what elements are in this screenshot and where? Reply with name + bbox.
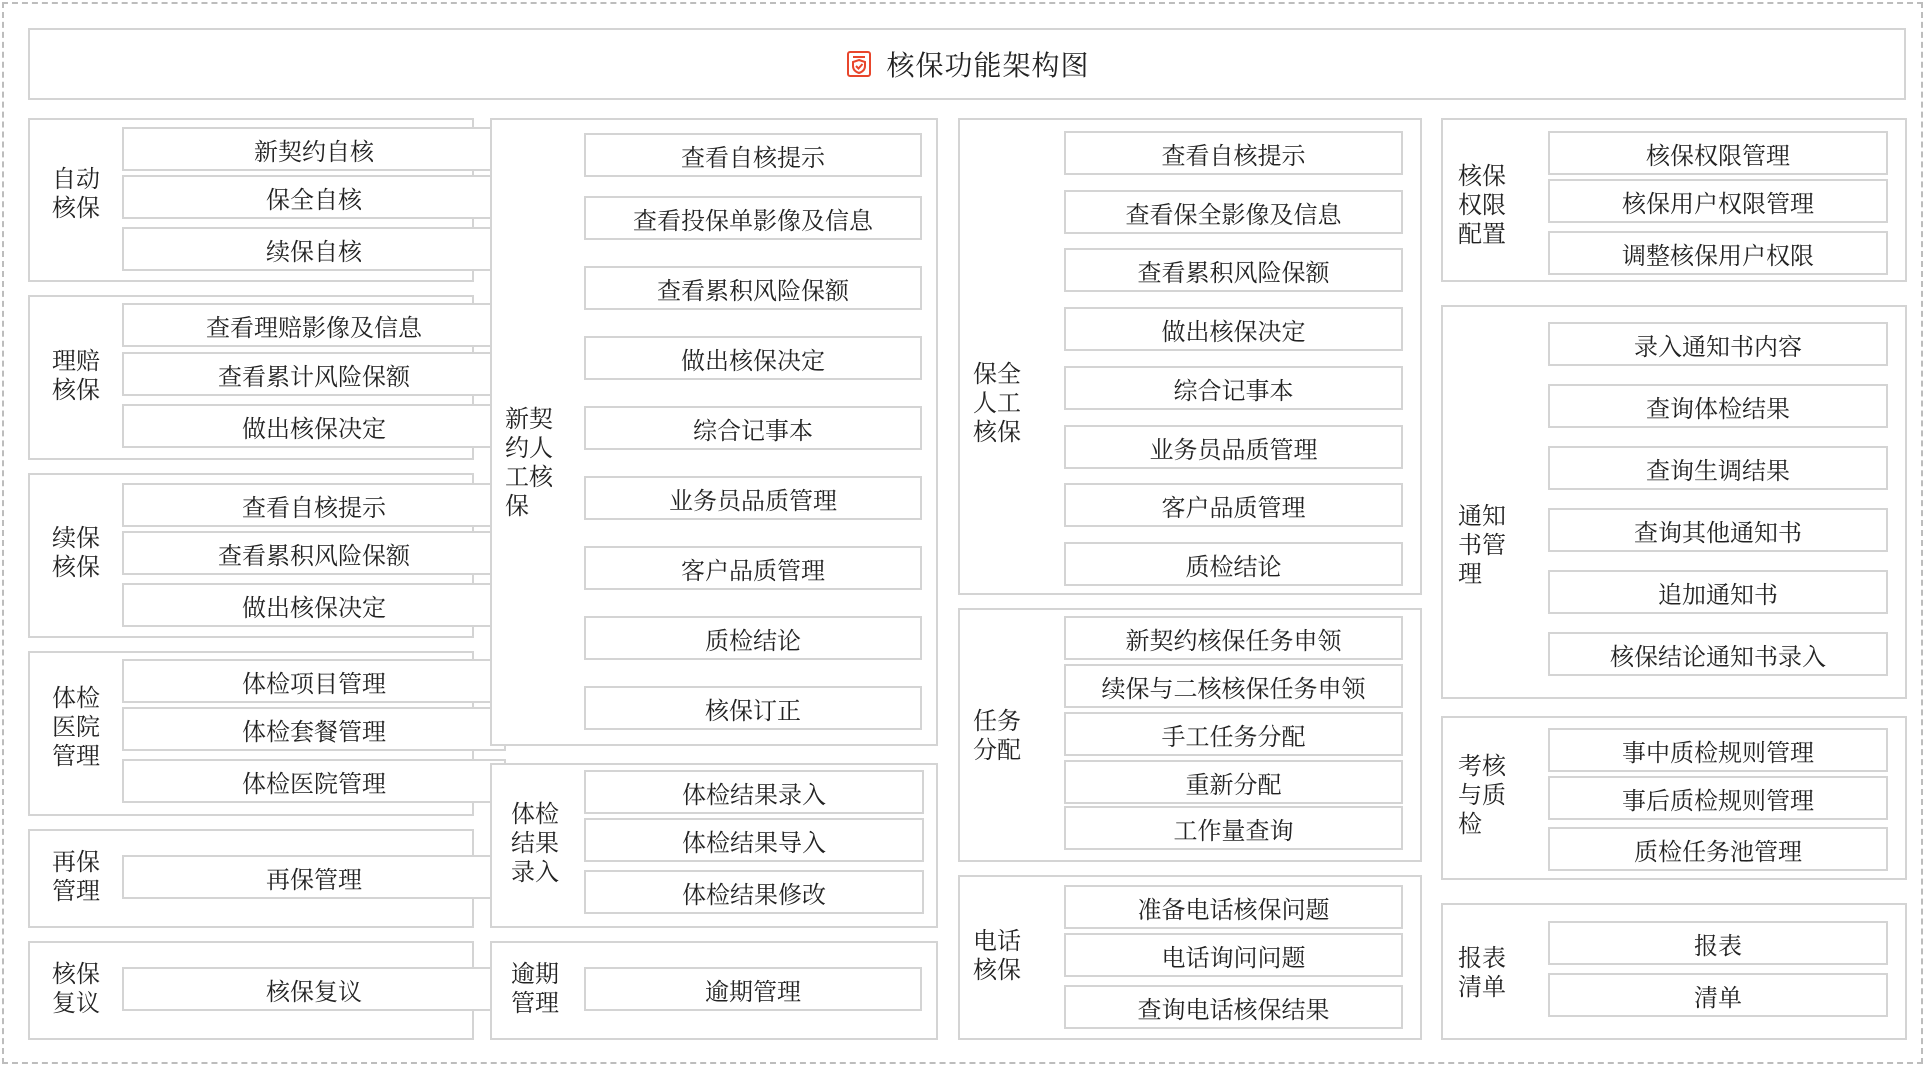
module-label: 考核 与质 检 (1458, 752, 1506, 838)
function-item: 报表 (1548, 921, 1888, 965)
function-item: 查询电话核保结果 (1064, 985, 1403, 1029)
function-item: 做出核保决定 (122, 404, 506, 448)
function-item: 新契约核保任务申领 (1064, 616, 1403, 660)
function-item: 查看投保单影像及信息 (584, 196, 922, 240)
function-item: 业务员品质管理 (1064, 425, 1403, 469)
function-item: 事后质检规则管理 (1548, 776, 1888, 820)
function-item: 综合记事本 (1064, 366, 1403, 410)
function-item: 体检套餐管理 (122, 707, 506, 751)
module-label: 再保 管理 (52, 848, 100, 905)
function-item: 核保权限管理 (1548, 131, 1888, 175)
module-label: 体检 医院 管理 (52, 684, 100, 770)
function-item: 逾期管理 (584, 967, 922, 1011)
function-item: 重新分配 (1064, 760, 1403, 804)
function-item: 做出核保决定 (122, 583, 506, 627)
function-item: 手工任务分配 (1064, 712, 1403, 756)
function-item: 追加通知书 (1548, 570, 1888, 614)
function-item: 体检结果导入 (584, 818, 924, 862)
function-item: 体检结果录入 (584, 770, 924, 814)
function-item: 体检医院管理 (122, 759, 506, 803)
function-item: 质检结论 (1064, 542, 1403, 586)
function-item: 体检结果修改 (584, 870, 924, 914)
function-item: 查询其他通知书 (1548, 508, 1888, 552)
module-label: 逾期 管理 (511, 960, 559, 1017)
function-item: 续保自核 (122, 227, 506, 271)
module-label: 自动 核保 (52, 165, 100, 222)
module-label: 电话 核保 (973, 927, 1021, 984)
function-item: 查看累积风险保额 (584, 266, 922, 310)
function-item: 查看累积风险保额 (122, 531, 506, 575)
function-item: 做出核保决定 (1064, 307, 1403, 351)
function-item: 清单 (1548, 973, 1888, 1017)
function-item: 查看累积风险保额 (1064, 248, 1403, 292)
function-item: 续保与二核核保任务申领 (1064, 664, 1403, 708)
module-label: 通知 书管 理 (1458, 502, 1506, 588)
function-item: 质检任务池管理 (1548, 827, 1888, 871)
module-label: 体检 结果 录入 (511, 800, 559, 886)
module-label: 理赔 核保 (52, 347, 100, 404)
shield-document-icon (844, 49, 874, 79)
function-item: 做出核保决定 (584, 336, 922, 380)
function-item: 业务员品质管理 (584, 476, 922, 520)
module-label: 保全 人工 核保 (973, 360, 1021, 446)
function-item: 录入通知书内容 (1548, 322, 1888, 366)
function-item: 查看自核提示 (584, 133, 922, 177)
function-item: 保全自核 (122, 175, 506, 219)
function-item: 综合记事本 (584, 406, 922, 450)
function-item: 查看理赔影像及信息 (122, 303, 506, 347)
function-item: 事中质检规则管理 (1548, 728, 1888, 772)
diagram-title: 核保功能架构图 (886, 49, 1090, 82)
function-item: 查看累计风险保额 (122, 352, 506, 396)
function-item: 客户品质管理 (1064, 483, 1403, 527)
function-item: 查看保全影像及信息 (1064, 190, 1403, 234)
function-item: 准备电话核保问题 (1064, 885, 1403, 929)
function-item: 调整核保用户权限 (1548, 231, 1888, 275)
module-label: 续保 核保 (52, 524, 100, 581)
module-label: 报表 清单 (1458, 944, 1506, 1001)
function-item: 核保用户权限管理 (1548, 179, 1888, 223)
module-label: 核保 复议 (52, 960, 100, 1017)
module-label: 任务 分配 (973, 707, 1021, 764)
function-item: 电话询问问题 (1064, 933, 1403, 977)
function-item: 新契约自核 (122, 127, 506, 171)
function-item: 查询体检结果 (1548, 384, 1888, 428)
function-item: 再保管理 (122, 855, 506, 899)
module-label: 核保 权限 配置 (1458, 162, 1506, 248)
function-item: 体检项目管理 (122, 659, 506, 703)
function-item: 查看自核提示 (122, 483, 506, 527)
function-item: 客户品质管理 (584, 546, 922, 590)
function-item: 查看自核提示 (1064, 131, 1403, 175)
function-item: 查询生调结果 (1548, 446, 1888, 490)
function-item: 质检结论 (584, 616, 922, 660)
module-label: 新契 约人 工核 保 (505, 405, 553, 520)
function-item: 核保结论通知书录入 (1548, 632, 1888, 676)
function-item: 工作量查询 (1064, 806, 1403, 850)
function-item: 核保复议 (122, 967, 506, 1011)
function-item: 核保订正 (584, 686, 922, 730)
title-banner (28, 28, 1906, 100)
